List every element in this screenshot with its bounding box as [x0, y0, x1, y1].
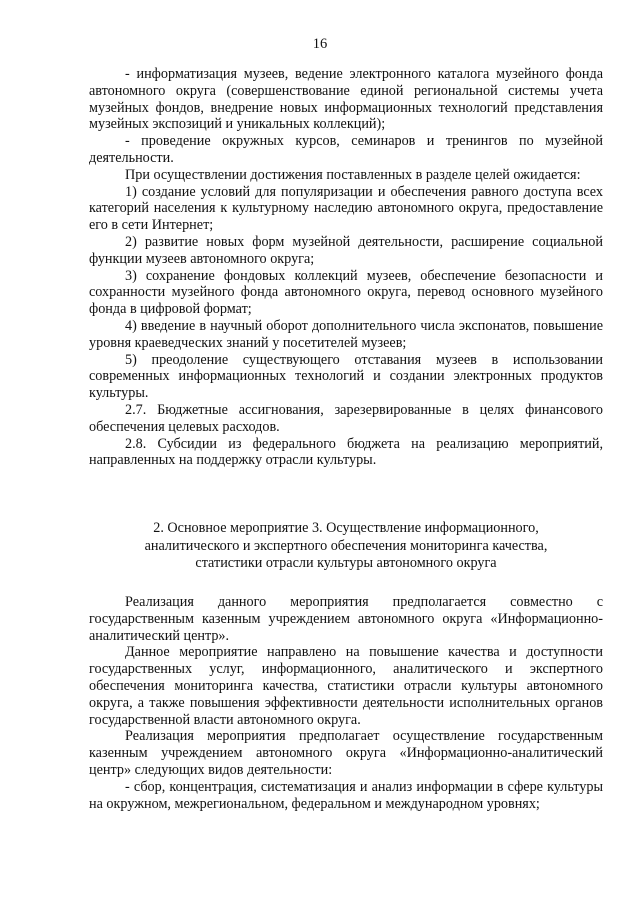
section-heading-line: аналитического и экспертного обеспечения мониторинга качества,	[144, 537, 548, 554]
paragraph-2-8: 2.8. Субсидии из федерального бюджета на реализацию мероприятий, направленных на поддержку отрасли культуры.	[89, 435, 603, 469]
section-heading	[89, 520, 603, 573]
body-text-block	[89, 594, 603, 812]
paragraph-data-collection: - сбор, концентрация, систематизация и анализ информации в сфере культуры на окружном, межрегиональном, федеральном и международном уровнях;	[89, 778, 603, 812]
paragraph-informatization: - информатизация музеев, ведение электронного каталога музейного фонда автономного округа (совершенствование единой региональной системы учета музейных фондов, внедрение новых информационных технологий представления музейных экспозиций и уникальных коллекций);	[89, 66, 603, 133]
paragraph-result-4: 4) введение в научный оборот дополнительного числа экспонатов, повышение уровня краеведческих знаний у посетителей музеев;	[89, 317, 603, 351]
section-heading-line: статистики отрасли культуры автономного округа	[195, 555, 497, 571]
paragraph-activities-intro: Реализация мероприятия предполагает осуществление государственным казенным учреждением автономного округа «Информационно-аналитический центр» следующих видов деятельности:	[89, 728, 603, 778]
paragraph-aim: Данное мероприятие направлено на повышение качества и доступности государственных услуг, информационного, аналитического и экспертного обеспечения мониторинга качества, статистики отрасли культуры автономного округа, а также повышения эффективности деятельности исполнительных органов государственной власти автономного округа.	[89, 644, 603, 728]
body-text-block	[89, 66, 603, 469]
paragraph-result-1: 1) создание условий для популяризации и обеспечения равного доступа всех категорий населения к культурному наследию автономного округа, предоставление его в сети Интернет;	[89, 183, 603, 234]
paragraph-expected-results-intro: При осуществлении достижения поставленных в разделе целей ожидается:	[125, 166, 581, 183]
paragraph-courses: - проведение окружных курсов, семинаров и тренингов по музейной деятельности.	[89, 133, 603, 166]
page-number: 16	[312, 36, 328, 52]
paragraph-implementation: Реализация данного мероприятия предполагается совместно с государственным казенным учреждением автономного округа «Информационно-аналитический центр».	[89, 594, 603, 644]
paragraph-result-2: 2) развитие новых форм музейной деятельности, расширение социальной функции музеев автономного округа;	[89, 233, 603, 267]
paragraph-2-7: 2.7. Бюджетные ассигнования, зарезервированные в целях финансового обеспечения целевых расходов.	[89, 401, 603, 435]
paragraph-result-5: 5) преодоление существующего отставания музеев в использовании современных информационных технологий и создании электронных продуктов культуры.	[89, 351, 603, 402]
paragraph-result-3: 3) сохранение фондовых коллекций музеев, обеспечение безопасности и сохранности музейного фонда автономного округа, перевод основного музейного фонда в цифровой формат;	[89, 267, 603, 318]
section-heading-line: 2. Основное мероприятие 3. Осуществление информационного,	[153, 520, 539, 536]
